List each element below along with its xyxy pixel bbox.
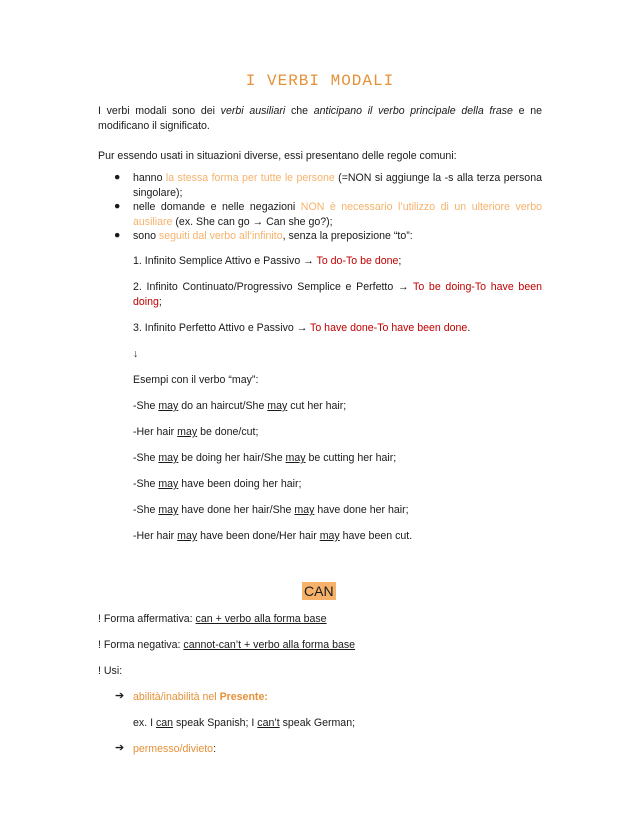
example-line: -Her hair may have been done/Her hair may have been cut. xyxy=(133,530,413,542)
text: che xyxy=(285,105,314,117)
infinitive-line: 2. Infinito Continuato/Progressivo Semplice e Perfetto → To be doing-To have been doing; xyxy=(133,281,543,308)
rules-intro: Pur essendo usati in situazioni diverse, essi presentano delle regole comuni: xyxy=(98,150,457,162)
text: e ne modificano il significato. xyxy=(98,105,543,132)
intro-paragraph xyxy=(98,104,542,134)
example-line: -She may have done her hair/She may have done her hair; xyxy=(133,504,409,516)
uses-label: ! Usi: xyxy=(98,665,123,677)
text-italic: anticipano il verbo principale della frase xyxy=(313,105,513,117)
bullet-item: nelle domande e nelle negazioni NON è necessario l’utilizzo di un ulteriore verbo ausiliare (ex. She can go → Can she go?); xyxy=(133,201,542,228)
use-item: abilità/inabilità nel Presente: xyxy=(133,691,268,703)
bullet-dot: ● xyxy=(114,171,121,183)
bullet-item: sono seguiti dal verbo all’infinito, senza la preposizione “to”: xyxy=(133,230,413,242)
examples-title: Esempi con il verbo “may”: xyxy=(133,374,259,386)
down-arrow: ↓ xyxy=(133,348,139,360)
infinitive-line: 1. Infinito Semplice Attivo e Passivo → To do-To be done; xyxy=(133,255,402,267)
example-line: -She may be doing her hair/She may be cutting her hair; xyxy=(133,452,397,464)
page-title: I VERBI MODALI xyxy=(245,72,395,90)
example-line: -She may do an haircut/She may cut her hair; xyxy=(133,400,347,412)
text-italic: verbi ausiliari xyxy=(220,105,286,117)
negative-form: ! Forma negativa: cannot-can’t + verbo alla forma base xyxy=(98,639,356,651)
text: I verbi modali sono dei xyxy=(98,105,221,117)
bullet-dot: ● xyxy=(114,200,121,212)
infinitive-line: 3. Infinito Perfetto Attivo e Passivo → To have done-To have been done. xyxy=(133,322,471,334)
can-heading: CAN xyxy=(304,583,334,599)
use-example: ex. I can speak Spanish; I can’t speak German; xyxy=(133,717,356,729)
arrow-icon: ➔ xyxy=(115,690,125,702)
example-line: -Her hair may be done/cut; xyxy=(133,426,259,438)
bullet-dot: ● xyxy=(114,229,121,241)
use-item: permesso/divieto: xyxy=(133,743,217,755)
affirmative-form: ! Forma affermativa: can + verbo alla forma base xyxy=(98,613,327,625)
arrow-icon: ➔ xyxy=(115,742,125,754)
bullet-item: hanno la stessa forma per tutte le persone (=NON si aggiunge la -s alla terza persona singolare); xyxy=(133,172,542,199)
example-line: -She may have been doing her hair; xyxy=(133,478,302,490)
